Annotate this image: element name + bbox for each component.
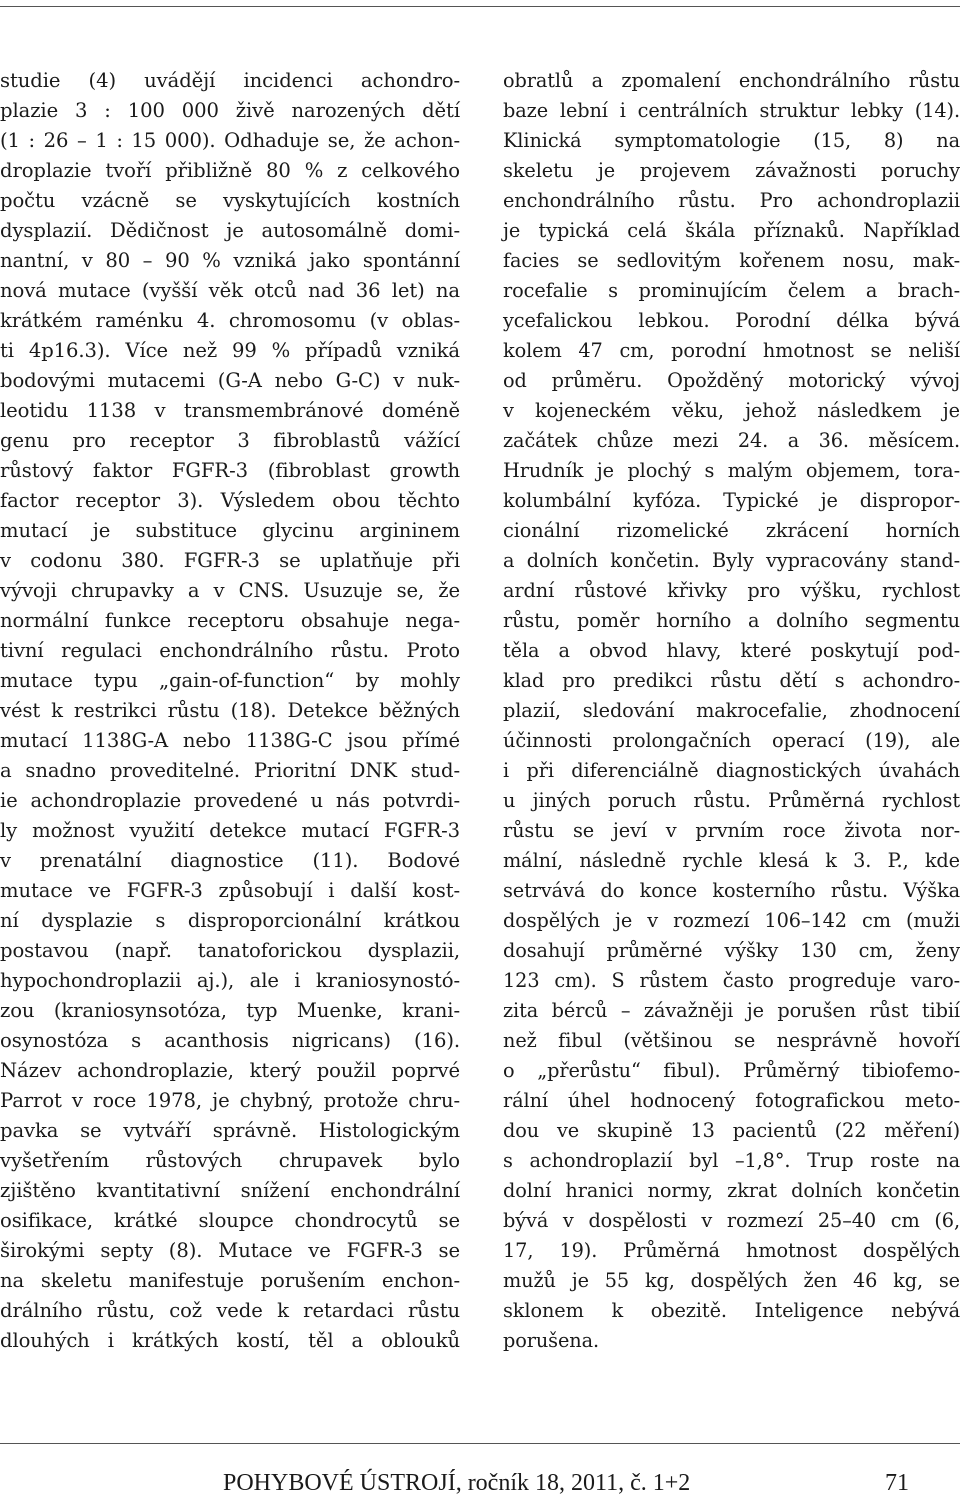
text-line: baze lební i centrálních struktur lebky (14).: [503, 99, 960, 122]
text-line: začátek chůze mezi 24. a 36. měsícem.: [503, 429, 960, 452]
text-line: pavka se vytváří správně. Histologickým: [0, 1119, 460, 1142]
text-line: genu pro receptor 3 fibroblastů vážící: [0, 429, 460, 452]
text-line: factor receptor 3). Výsledem obou těchto: [0, 489, 460, 512]
text-line: osynostóza s acanthosis nigricans) (16).: [0, 1029, 460, 1052]
text-line: setrvává do konce kosterního růstu. Výška: [503, 879, 960, 902]
text-line: mutací je substituce glycinu argininem: [0, 519, 460, 542]
text-line: 123 cm). S růstem často progreduje varo-: [503, 969, 960, 992]
text-line: i při diferenciálně diagnostických úvahách: [503, 759, 960, 782]
text-line: kolem 47 cm, porodní hmotnost se neliší: [503, 339, 960, 362]
text-line: dysplazií. Dědičnost je autosomálně domi-: [0, 219, 460, 242]
text-line: a snadno proveditelné. Prioritní DNK stud-: [0, 759, 460, 782]
text-line: mužů je 55 kg, dospělých žen 46 kg, se: [503, 1269, 960, 1292]
text-line: zou (kraniosynsotóza, typ Muenke, krani-: [0, 999, 460, 1022]
text-line: mální, následně rychle klesá k 3. P., kde: [503, 849, 960, 872]
text-line: nová mutace (vyšší věk otců nad 36 let) na: [0, 279, 460, 302]
text-line: vývoji chrupavky a v CNS. Usuzuje se, že: [0, 579, 460, 602]
text-line: na skeletu manifestuje porušením enchon-: [0, 1269, 460, 1292]
text-line: vést k restrikci růstu (18). Detekce běžných: [0, 699, 460, 722]
text-line: ní dysplazie s disproporcionální krátkou: [0, 909, 460, 932]
text-line: v prenatální diagnostice (11). Bodové: [0, 849, 460, 872]
page-footer: [0, 1462, 960, 1502]
top-rule: [0, 6, 960, 7]
text-line: dosahují průměrné výšky 130 cm, ženy: [503, 939, 960, 962]
text-line: (1 : 26 – 1 : 15 000). Odhaduje se, že achon-: [0, 129, 460, 152]
text-line: od průměru. Opožděný motorický vývoj: [503, 369, 960, 392]
text-line: než fibul (většinou se nesprávně hovoří: [503, 1029, 960, 1052]
text-line: ardní růstové křivky pro výšku, rychlost: [503, 579, 960, 602]
text-line: mutací 1138G-A nebo 1138G-C jsou přímé: [0, 729, 460, 752]
text-line: mutace ve FGFR-3 způsobují i další kost-: [0, 879, 460, 902]
text-line: plazie 3 : 100 000 živě narozených dětí: [0, 99, 460, 122]
text-line: růstu se jeví v prvním roce života nor-: [503, 819, 960, 842]
text-line: studie (4) uvádějí incidenci achondro-: [0, 69, 460, 92]
text-line: v kojeneckém věku, jehož následkem je: [503, 399, 960, 422]
text-line: růstový faktor FGFR-3 (fibroblast growth: [0, 459, 460, 482]
text-line: Parrot v roce 1978, je chybný, protože chru-: [0, 1089, 460, 1112]
text-line: účinnosti prolongačních operací (19), ale: [503, 729, 960, 752]
text-line: krátkém raménku 4. chromosomu (v oblas-: [0, 309, 460, 332]
text-line: drálního růstu, což vede k retardaci růstu: [0, 1299, 460, 1322]
text-line: v codonu 380. FGFR-3 se uplatňuje při: [0, 549, 460, 572]
page-number: 71: [885, 1470, 909, 1496]
text-line: širokými septy (8). Mutace ve FGFR-3 se: [0, 1239, 460, 1262]
journal-citation: POHYBOVÉ ÚSTROJÍ, ročník 18, 2011, č. 1+2: [223, 1470, 691, 1496]
text-line: nantní, v 80 – 90 % vzniká jako spontánní: [0, 249, 460, 272]
text-line: plazií, sledování makrocefalie, zhodnocení: [503, 699, 960, 722]
text-line: kolumbální kyfóza. Typické je dispropor-: [503, 489, 960, 512]
text-line: ly možnost využití detekce mutací FGFR-3: [0, 819, 460, 842]
text-line: o „přerůstu“ fibul). Průměrný tibiofemo-: [503, 1059, 960, 1082]
text-line: droplazie tvoří přibližně 80 % z celkového: [0, 159, 460, 182]
text-line: a dolních končetin. Byly vypracovány stand-: [503, 549, 960, 572]
text-line: normální funkce receptoru obsahuje nega-: [0, 609, 460, 632]
text-line: bodovými mutacemi (G-A nebo G-C) v nuk-: [0, 369, 460, 392]
text-line: zita bérců – závažněji je porušen růst tibií: [503, 999, 960, 1022]
text-line: růstu, poměr horního a dolního segmentu: [503, 609, 960, 632]
text-line: ycefalickou lebkou. Porodní délka bývá: [503, 309, 960, 332]
text-line: Název achondroplazie, který použil poprvé: [0, 1059, 460, 1082]
left-column: [0, 66, 460, 1356]
text-line: osifikace, krátké sloupce chondrocytů se: [0, 1209, 460, 1232]
text-line: Klinická symptomatologie (15, 8) na: [503, 129, 960, 152]
text-line: dou ve skupině 13 pacientů (22 měření): [503, 1119, 960, 1142]
footer-rule: [0, 1443, 960, 1444]
text-line: porušena.: [503, 1329, 600, 1352]
text-line: leotidu 1138 v transmembránové doméně: [0, 399, 460, 422]
text-line: tivní regulaci enchondrálního růstu. Proto: [0, 639, 460, 662]
text-line: skeletu je projevem závažnosti poruchy: [503, 159, 960, 182]
text-line: dolní hranici normy, zkrat dolních končetin: [503, 1179, 960, 1202]
text-line: zjištěno kvantitativní snížení enchondrální: [0, 1179, 460, 1202]
text-line: počtu vzácně se vyskytujících kostních: [0, 189, 460, 212]
text-line: obratlů a zpomalení enchondrálního růstu: [503, 69, 960, 92]
text-line: rální úhel hodnocený fotografickou meto-: [503, 1089, 960, 1112]
text-line: 17, 19). Průměrná hmotnost dospělých: [503, 1239, 960, 1262]
text-line: sklonem k obezitě. Inteligence nebývá: [503, 1299, 960, 1322]
text-line: u jiných poruch růstu. Průměrná rychlost: [503, 789, 960, 812]
text-line: facies se sedlovitým kořenem nosu, mak-: [503, 249, 960, 272]
text-line: cionální rizomelické zkrácení horních: [503, 519, 960, 542]
text-line: dlouhých i krátkých kostí, těl a oblouků: [0, 1329, 460, 1352]
text-line: vyšetřením růstových chrupavek bylo: [0, 1149, 460, 1172]
text-line: mutace typu „gain-of-function“ by mohly: [0, 669, 460, 692]
text-line: dospělých je v rozmezí 106–142 cm (muži: [503, 909, 960, 932]
text-line: klad pro predikci růstu dětí s achondro-: [503, 669, 960, 692]
text-line: těla a obvod hlavy, které poskytují pod-: [503, 639, 960, 662]
text-line: enchondrálního růstu. Pro achondroplazii: [503, 189, 960, 212]
text-line: Hrudník je plochý s malým objemem, tora-: [503, 459, 960, 482]
text-line: bývá v dospělosti v rozmezí 25–40 cm (6,: [503, 1209, 960, 1232]
text-line: ti 4p16.3). Více než 99 % případů vzniká: [0, 339, 460, 362]
text-line: postavou (např. tanatoforickou dysplazii,: [0, 939, 460, 962]
text-line: hypochondroplazii aj.), ale i kraniosynostó-: [0, 969, 460, 992]
text-line: je typická celá škála příznaků. Například: [503, 219, 960, 242]
text-line: rocefalie s prominujícím čelem a brach-: [503, 279, 960, 302]
right-column: [503, 66, 960, 1356]
text-line: s achondroplazií byl –1,8°. Trup roste na: [503, 1149, 960, 1172]
text-line: ie achondroplazie provedené u nás potvrdi-: [0, 789, 460, 812]
